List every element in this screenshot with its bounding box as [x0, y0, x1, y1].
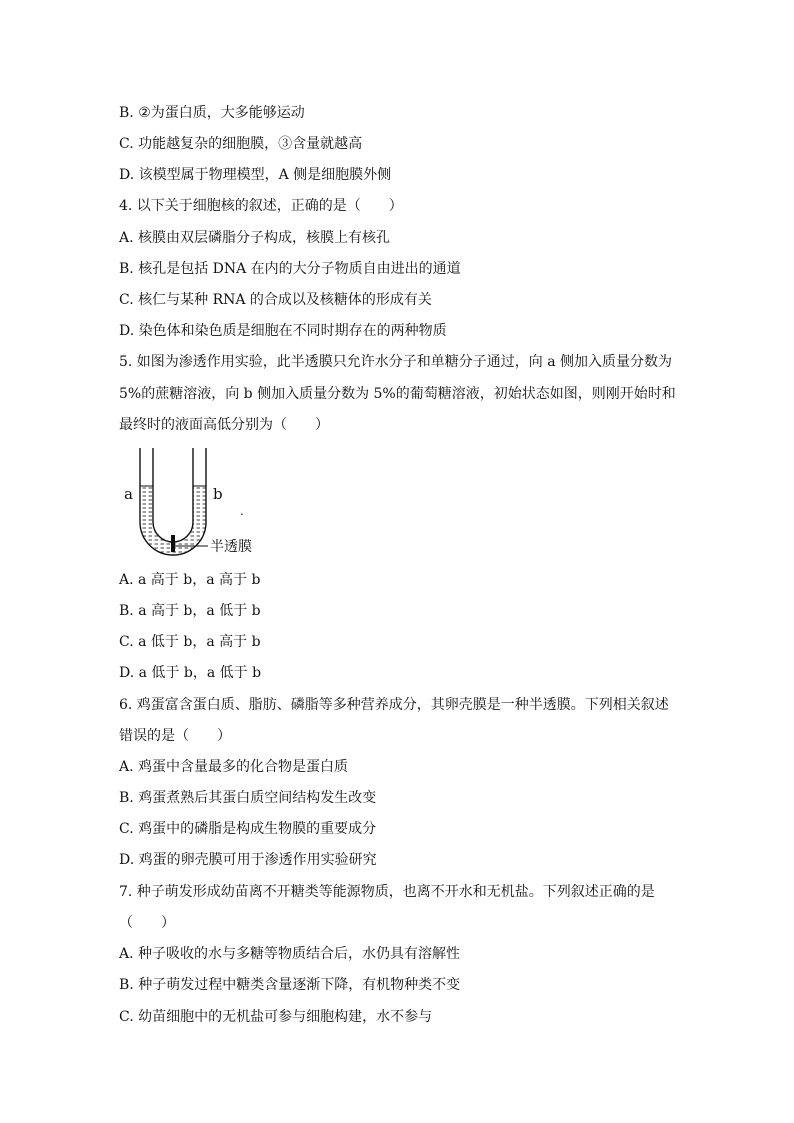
- option-5a: A. a 高于 b，a 高于 b: [119, 572, 261, 588]
- option-5c: C. a 低于 b，a 高于 b: [119, 634, 261, 650]
- trailing-dot: .: [240, 504, 244, 518]
- option-3c: C. 功能越复杂的细胞膜，③含量就越高: [119, 136, 363, 152]
- option-5b: B. a 高于 b，a 低于 b: [119, 603, 261, 619]
- option-6b: B. 鸡蛋煮熟后其蛋白质空间结构发生改变: [119, 790, 377, 806]
- option-7a: A. 种子吸收的水与多糖等物质结合后，水仍具有溶解性: [119, 946, 461, 962]
- option-6c: C. 鸡蛋中的磷脂是构成生物膜的重要成分: [119, 821, 377, 837]
- question-7-stem-line1: 7. 种子萌发形成幼苗离不开糖类等能源物质，也离不开水和无机盐。下列叙述正确的是: [119, 884, 655, 900]
- label-a: a: [124, 485, 133, 503]
- label-b: b: [213, 485, 223, 503]
- option-7c: C. 幼苗细胞中的无机盐可参与细胞构建，水不参与: [119, 1009, 433, 1025]
- u-tube-osmosis-diagram: [118, 442, 278, 560]
- membrane-label: 半透膜: [210, 539, 252, 555]
- option-3b: B. ②为蛋白质，大多能够运动: [119, 105, 305, 121]
- option-4d: D. 染色体和染色质是细胞在不同时期存在的两种物质: [119, 323, 447, 339]
- option-6a: A. 鸡蛋中含量最多的化合物是蛋白质: [119, 759, 349, 775]
- option-4c: C. 核仁与某种 RNA 的合成以及核糖体的形成有关: [119, 292, 432, 308]
- semi-permeable-membrane: [171, 535, 175, 552]
- option-7b: B. 种子萌发过程中糖类含量逐渐下降，有机物种类不变: [119, 977, 461, 993]
- question-5-stem-line3: 最终时的液面高低分别为（ ）: [119, 417, 329, 433]
- u-tube-inner-wall: [153, 448, 193, 542]
- option-5d: D. a 低于 b，a 低于 b: [119, 665, 262, 681]
- question-5-stem-line1: 5. 如图为渗透作用实验，此半透膜只允许水分子和单糖分子通过，向 a 侧加入质量分数为: [119, 354, 673, 370]
- option-4a: A. 核膜由双层磷脂分子构成，核膜上有核孔: [119, 230, 391, 246]
- question-6-stem-line1: 6. 鸡蛋富含蛋白质、脂肪、磷脂等多种营养成分，其卵壳膜是一种半透膜。下列相关叙述: [119, 697, 669, 713]
- question-5-stem-line2: 5%的蔗糖溶液，向 b 侧加入质量分数为 5%的葡萄糖溶液，初始状态如图，则刚开始时和: [119, 386, 676, 402]
- question-6-stem-line2: 错误的是（ ）: [119, 728, 231, 744]
- question-4-stem: 4. 以下关于细胞核的叙述，正确的是（ ）: [119, 198, 403, 214]
- option-3d: D. 该模型属于物理模型，A 侧是细胞膜外侧: [119, 167, 392, 183]
- question-7-stem-line2: （ ）: [119, 915, 175, 931]
- option-4b: B. 核孔是包括 DNA 在内的大分子物质自由进出的通道: [119, 261, 461, 277]
- option-6d: D. 鸡蛋的卵壳膜可用于渗透作用实验研究: [119, 852, 377, 868]
